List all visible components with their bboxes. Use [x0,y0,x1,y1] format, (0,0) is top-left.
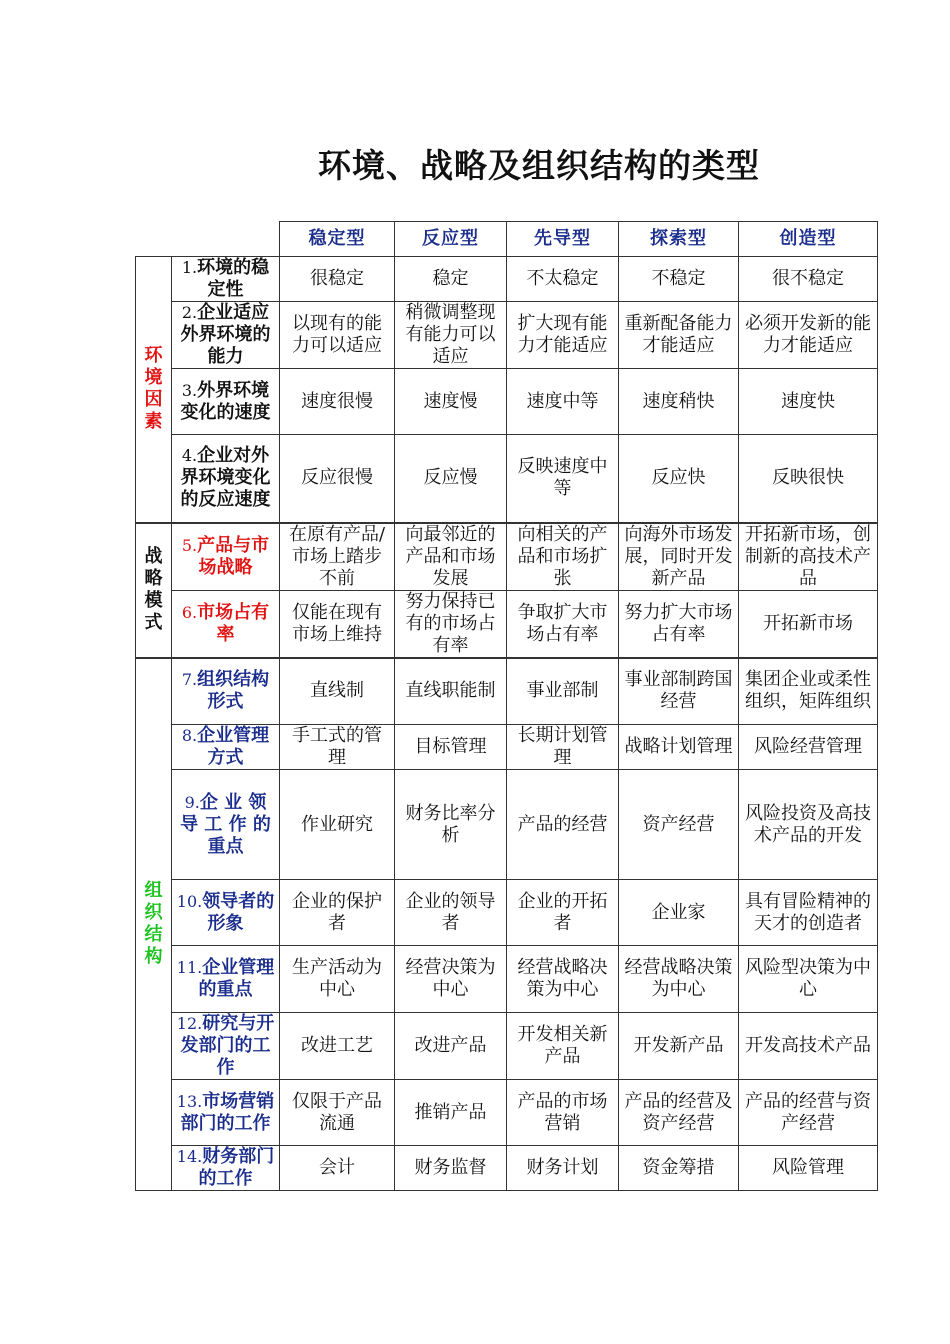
column-header: 先导型 [507,222,619,257]
table-cell: 长期计划管理 [507,725,619,770]
row-number: 2. [181,303,198,322]
table-cell: 向相关的产品和市场扩张 [507,523,619,591]
table-cell: 风险管理 [739,1146,878,1191]
row-label [172,590,280,658]
table-cell: 开拓新市场，创制新的高技术产品 [739,523,878,591]
row-number: 1. [181,258,198,277]
group-label-text: 战略模式 [144,546,163,633]
table-row [136,435,878,523]
row-number: 12. [176,1014,203,1033]
table-cell: 反映速度中等 [507,435,619,523]
table-cell: 经营战略决策为中心 [507,946,619,1013]
group-label-text: 组织结构 [144,880,163,968]
table-cell: 不稳定 [619,257,739,302]
row-label [172,658,280,725]
table-cell: 企业的开拓者 [507,880,619,946]
table-cell: 开拓新市场 [739,590,878,658]
table-cell: 经营决策为中心 [395,946,507,1013]
table-cell: 努力保持已有的市场占有率 [395,590,507,658]
group-label-org [136,658,172,1191]
row-label-text: 财务部门的工作 [198,1146,275,1189]
row-label-text: 企业适应外界环境的能力 [180,302,271,367]
row-label [172,1146,280,1191]
row-label-text: 企 业 领 导 工 作 的重点 [180,791,271,857]
table-cell: 反应慢 [395,435,507,523]
row-label [172,946,280,1013]
row-number: 10. [176,891,203,911]
header-corner [136,222,280,257]
table-cell: 产品的经营 [507,770,619,880]
table-cell: 事业部制跨国经营 [619,658,739,725]
table-cell: 资金筹措 [619,1146,739,1191]
row-label [172,1080,280,1146]
table-cell: 风险型决策为中心 [739,946,878,1013]
table-cell: 争取扩大市场占有率 [507,590,619,658]
table-cell: 事业部制 [507,658,619,725]
table-cell: 风险经营管理 [739,725,878,770]
row-label-text: 研究与开发部门的工作 [180,1013,275,1078]
row-number: 3. [181,380,198,400]
table-cell: 企业的领导者 [395,880,507,946]
row-label-text: 市场营销部门的工作 [180,1090,275,1134]
column-header: 稳定型 [280,222,395,257]
table-cell: 推销产品 [395,1080,507,1146]
table-cell: 很稳定 [280,257,395,302]
table-row [136,770,878,880]
strategy-structure-table [135,221,878,1191]
table-cell: 速度中等 [507,369,619,435]
table-cell: 风险投资及高技术产品的开发 [739,770,878,880]
row-label [172,880,280,946]
table-cell: 作业研究 [280,770,395,880]
table-cell: 稍微调整现有能力可以适应 [395,302,507,369]
row-label [172,302,280,369]
table-cell: 扩大现有能力才能适应 [507,302,619,369]
table-cell: 集团企业或柔性组织，矩阵组织 [739,658,878,725]
table-cell: 必须开发新的能力才能适应 [739,302,878,369]
group-label-strategy [136,523,172,658]
table-cell: 努力扩大市场占有率 [619,590,739,658]
table-row [136,880,878,946]
table-cell: 速度稍快 [619,369,739,435]
table-cell: 资产经营 [619,770,739,880]
table-cell: 稳定 [395,257,507,302]
row-label [172,770,280,880]
table-row [136,725,878,770]
row-number: 8. [181,726,198,745]
table-cell: 财务比率分析 [395,770,507,880]
row-label [172,435,280,523]
table-cell: 开发相关新产品 [507,1013,619,1080]
row-number: 6. [181,602,198,622]
table-cell: 目标管理 [395,725,507,770]
row-label [172,523,280,591]
table-cell: 经营战略决策为中心 [619,946,739,1013]
row-number: 13. [176,1091,203,1111]
table-cell: 向最邻近的产品和市场发展 [395,523,507,591]
row-label-text: 企业管理方式 [197,725,270,768]
column-header: 探索型 [619,222,739,257]
table-cell: 企业家 [619,880,739,946]
table-row [136,658,878,725]
table-cell: 重新配备能力才能适应 [619,302,739,369]
row-label [172,725,280,770]
table-cell: 改进产品 [395,1013,507,1080]
row-number: 9. [184,792,200,812]
row-number: 4. [181,446,198,466]
row-label [172,257,280,302]
row-label-text: 组织结构形式 [197,669,270,713]
row-label-text: 市场占有率 [197,601,270,645]
table-row [136,946,878,1013]
page-title: 环境、战略及组织结构的类型 [318,146,760,185]
table-cell: 产品的经营及资产经营 [619,1080,739,1146]
column-header: 反应型 [395,222,507,257]
row-number: 7. [181,670,198,690]
table-cell: 速度慢 [395,369,507,435]
table-cell: 向海外市场发展，同时开发新产品 [619,523,739,591]
row-label-text: 企业管理的重点 [198,957,275,1000]
group-label-env [136,257,172,523]
table-cell: 速度很慢 [280,369,395,435]
table-body [136,257,878,1191]
table-row [136,302,878,369]
table-cell: 在原有产品/市场上踏步不前 [280,523,395,591]
table-cell: 反应快 [619,435,739,523]
table-cell: 改进工艺 [280,1013,395,1080]
table-row [136,1146,878,1191]
table-cell: 产品的市场营销 [507,1080,619,1146]
row-label [172,369,280,435]
table-cell: 战略计划管理 [619,725,739,770]
table-cell: 企业的保护者 [280,880,395,946]
row-number: 5. [181,535,198,555]
table-cell: 产品的经营与资产经营 [739,1080,878,1146]
table-cell: 仅限于产品流通 [280,1080,395,1146]
table-cell: 不太稳定 [507,257,619,302]
table-cell: 会计 [280,1146,395,1191]
table-row [136,523,878,591]
table-cell: 很不稳定 [739,257,878,302]
row-label-text: 产品与市场战略 [197,534,270,578]
table-cell: 生产活动为中心 [280,946,395,1013]
table-row [136,369,878,435]
table-cell: 财务监督 [395,1146,507,1191]
table-cell: 反映很快 [739,435,878,523]
table-cell: 开发新产品 [619,1013,739,1080]
row-number: 14. [176,1147,203,1166]
table-row [136,1013,878,1080]
column-header: 创造型 [739,222,878,257]
row-label-text: 企业对外界环境变化的反应速度 [180,445,271,511]
row-label [172,1013,280,1080]
table-cell: 手工式的管理 [280,725,395,770]
table-row [136,590,878,658]
table-row [136,1080,878,1146]
table-cell: 以现有的能力可以适应 [280,302,395,369]
row-label-text: 环境的稳定性 [197,257,270,300]
table-cell: 反应很慢 [280,435,395,523]
row-label-text: 领导者的形象 [202,890,275,934]
table-cell: 速度快 [739,369,878,435]
table-cell: 直线职能制 [395,658,507,725]
table-cell: 财务计划 [507,1146,619,1191]
table-cell: 具有冒险精神的天才的创造者 [739,880,878,946]
table-cell: 仅能在现有市场上维持 [280,590,395,658]
row-label-text: 外界环境变化的速度 [180,379,271,423]
group-label-text: 环境因素 [144,345,163,433]
table-cell: 直线制 [280,658,395,725]
table-cell: 开发高技术产品 [739,1013,878,1080]
table-row [136,257,878,302]
row-number: 11. [176,958,203,977]
header-row [136,222,878,257]
